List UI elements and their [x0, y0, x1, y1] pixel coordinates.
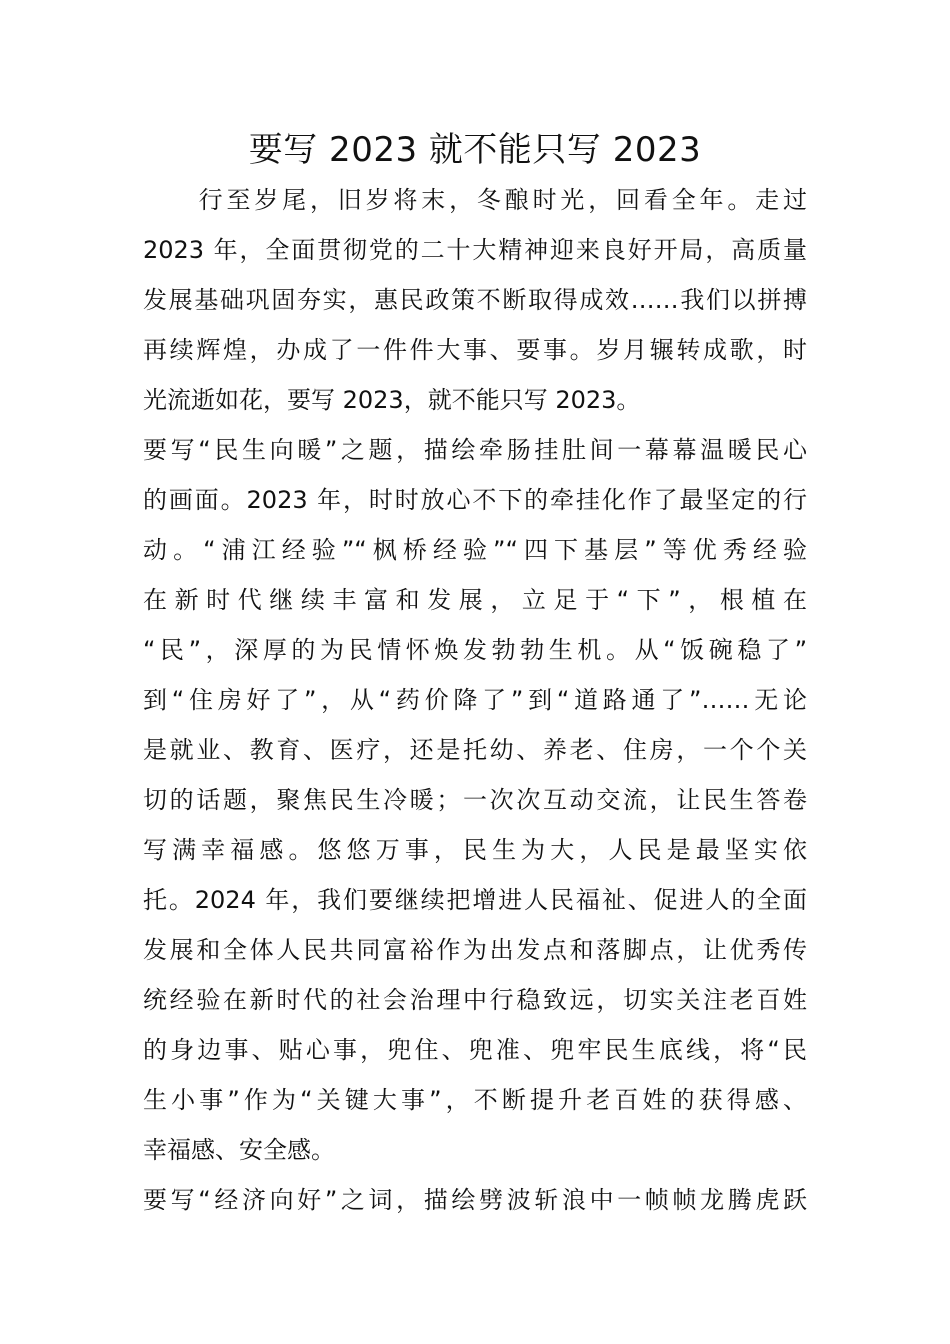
- document-title: 要写 2023 就不能只写 2023: [248, 130, 702, 170]
- text-line: 到“住房好了”，从“药价降了”到“道路通了”……无论: [143, 686, 807, 714]
- text-line: “民”，深厚的为民情怀焕发勃勃生机。从“饭碗稳了”: [143, 636, 807, 664]
- text-line: 生小事”作为“关键大事”，不断提升老百姓的获得感、: [143, 1086, 807, 1114]
- text-line: 行至岁尾，旧岁将末，冬酿时光，回看全年。走过: [143, 186, 807, 214]
- text-line: 统经验在新时代的社会治理中行稳致远，切实关注老百姓: [143, 986, 807, 1014]
- text-line: 光流逝如花，要写 2023，就不能只写 2023。: [143, 386, 641, 414]
- text-line: 托。2024 年，我们要继续把增进人民福祉、促进人的全面: [143, 886, 807, 914]
- text-line: 2023 年，全面贯彻党的二十大精神迎来良好开局，高质量: [143, 236, 807, 264]
- text-line: 再续辉煌，办成了一件件大事、要事。岁月辗转成歌，时: [143, 336, 807, 364]
- text-line: 发展和全体人民共同富裕作为出发点和落脚点，让优秀传: [143, 936, 807, 964]
- text-line: 写满幸福感。悠悠万事，民生为大，人民是最坚实依: [143, 836, 807, 864]
- text-line: 动。“浦江经验”“枫桥经验”“四下基层”等优秀经验: [143, 536, 807, 564]
- text-line: 幸福感、安全感。: [143, 1136, 335, 1164]
- text-line: 是就业、教育、医疗，还是托幼、养老、住房，一个个关: [143, 736, 807, 764]
- text-line: 要写“经济向好”之词，描绘劈波斩浪中一帧帧龙腾虎跃: [143, 1186, 807, 1214]
- text-line: 要写“民生向暖”之题，描绘牵肠挂肚间一幕幕温暖民心: [143, 436, 807, 464]
- text-line: 的画面。2023 年，时时放心不下的牵挂化作了最坚定的行: [143, 486, 807, 514]
- text-line: 发展基础巩固夯实，惠民政策不断取得成效……我们以拼搏: [143, 286, 807, 314]
- text-line: 切的话题，聚焦民生冷暖；一次次互动交流，让民生答卷: [143, 786, 807, 814]
- text-line: 的身边事、贴心事，兜住、兜准、兜牢民生底线，将“民: [143, 1036, 807, 1064]
- text-line: 在新时代继续丰富和发展，立足于“下”，根植在: [143, 586, 807, 614]
